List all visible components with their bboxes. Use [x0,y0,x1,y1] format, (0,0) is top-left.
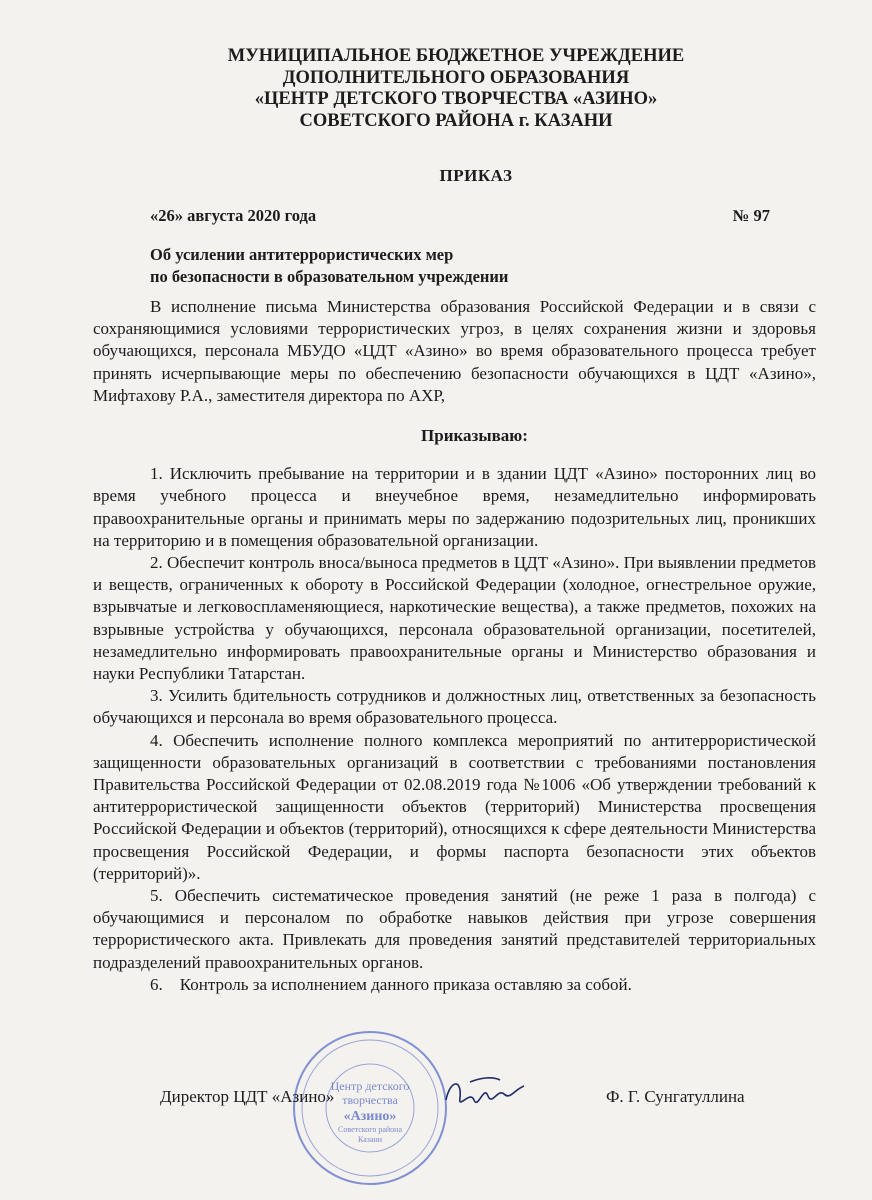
official-stamp [290,1028,450,1188]
order-word: Приказываю: [421,426,528,446]
handwritten-signature [440,1070,530,1120]
stamp-line-3: «Азино» [343,1109,397,1124]
order-item: 2. Обеспечит контроль вноса/выноса предметов в ЦДТ «Азино». При выявлении предметов и веществ, ограниченных к обороту в Российской Федерации (холодное, огнестрельное оружие, взрывчатые и легковоспламеняющиеся, наркотические вещества), а также предметов, похожих на взрывные устройства у обучающихся, персонала образовательной организации, посетителей, незамедлительно информировать правоохранительные органы и Министерство образования и науки Республики Татарстан. [93,553,816,684]
order-item: 6. Контроль за исполнением данного приказа оставляю за собой. [150,974,632,994]
header-line-3: «ЦЕНТР ДЕТСКОГО ТВОРЧЕСТВА «АЗИНО» [254,89,658,109]
preamble-paragraph: В исполнение письма Министерства образования Российской Федерации и в связи с сохраняющимися условиями террористических угроз, в целях сохранения жизни и здоровья обучающихся, персонала МБУДО «ЦДТ «Азино» во время образовательного процесса требует принять исчерпывающие меры по обеспечению безопасности обучающихся в ЦДТ «Азино», Мифтахову Р.А., заместителя директора по АХР, [93,297,816,405]
document-title: ПРИКАЗ [439,166,513,185]
order-item: 1. Исключить пребывание на территории и в здании ЦДТ «Азино» посторонних лиц во время учебного процесса и внеучебное время, незамедлительно информировать правоохранительные органы и принимать меры по задержанию подозрительных лиц, проникших на территорию и в помещения образовательной организации. [93,464,816,550]
order-number: № 97 [732,206,770,225]
stamp-line-4: Советского района [338,1125,402,1134]
organization-header [0,46,872,132]
header-line-1: МУНИЦИПАЛЬНОЕ БЮДЖЕТНОЕ УЧРЕЖДЕНИЕ [227,46,685,66]
header-line-4: СОВЕТСКОГО РАЙОНА г. КАЗАНИ [299,110,613,131]
date-number-line [150,206,770,226]
header-line-2: ДОПОЛНИТЕЛЬНОГО ОБРАЗОВАНИЯ [282,67,630,88]
order-subject [150,244,508,288]
order-item: 3. Усилить бдительность сотрудников и должностных лиц, ответственных за безопасность обучающихся и персонала во время образовательного процесса. [93,686,816,728]
order-item: 5. Обеспечить систематическое проведения занятий (не реже 1 раза в полгода) с обучающимися и персоналом по обработке навыков действия при угрозе совершения террористического акта. Привлекать для проведения занятий представителей территориальных подразделений правоохранительных органов. [93,886,816,972]
signatory-role: Директор ЦДТ «Азино» [160,1087,335,1106]
subject-line-1: Об усилении антитеррористических мер [150,245,454,264]
order-item: 4. Обеспечить исполнение полного комплекса мероприятий по антитеррористической защищенности образовательных организаций в соответствии с требованиями постановления Правительства Российской Федерации от 02.08.2019 года №1006 «Об утверждении требований к антитеррористической защищенности объектов (территорий) Министерства просвещения Российской Федерации и объектов (территорий), относящихся к сфере деятельности Министерства просвещения Российской Федерации, и формы паспорта безопасности этих объектов (территорий)». [93,730,816,883]
order-body [93,296,816,996]
subject-line-2: по безопасности в образовательном учреждении [150,267,509,286]
order-date: «26» августа 2020 года [150,206,317,225]
stamp-line-1: Центр детского [330,1079,410,1093]
stamp-line-5: Казани [357,1135,383,1144]
stamp-line-2: творчества [342,1093,398,1107]
signatory-name: Ф. Г. Сунгатуллина [606,1087,745,1106]
